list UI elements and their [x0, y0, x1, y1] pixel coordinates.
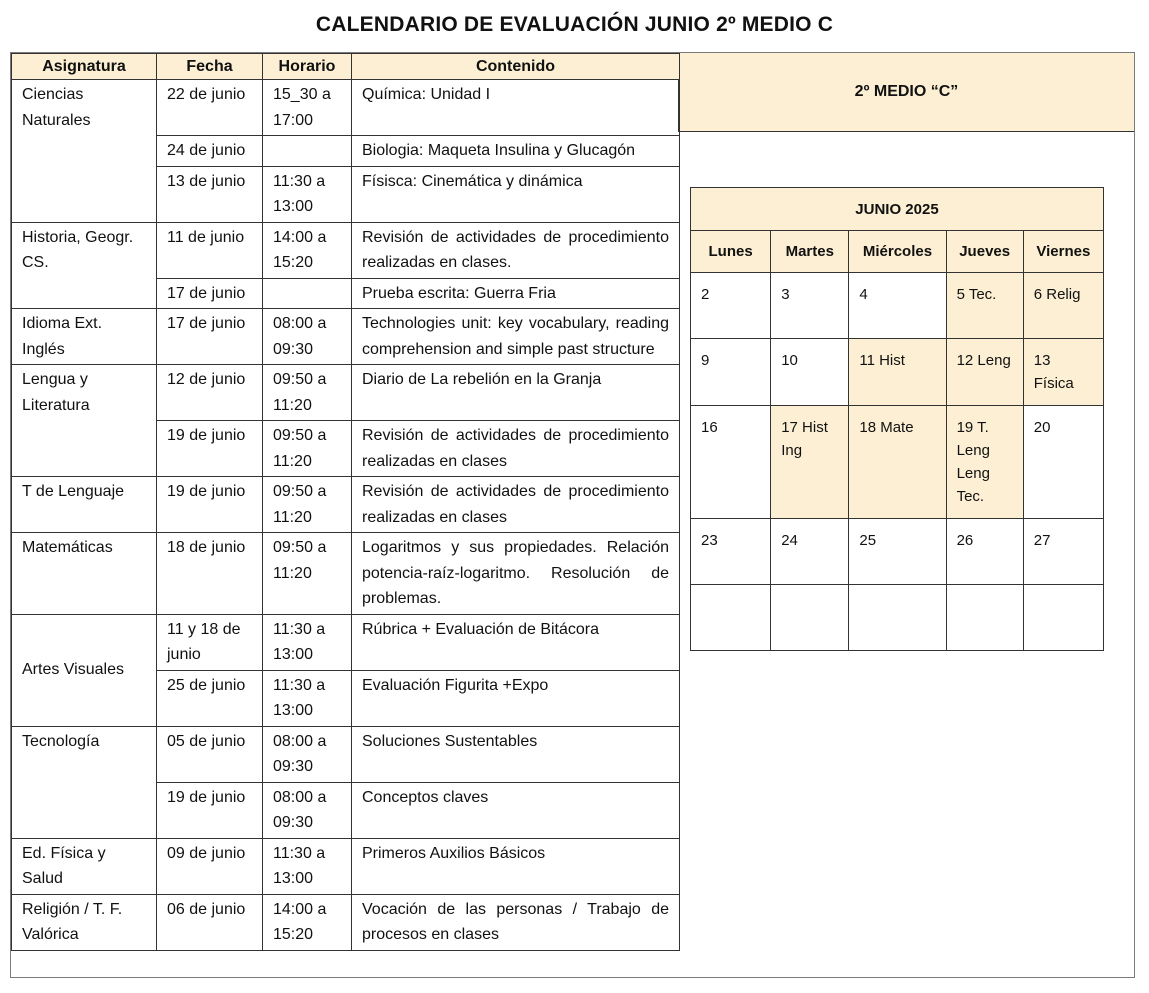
time-cell: 11:30 a 13:00 — [263, 166, 352, 222]
calendar-day-cell: 13 Física — [1023, 339, 1103, 406]
calendar-day-header: Jueves — [946, 231, 1023, 273]
date-cell: 19 de junio — [157, 477, 263, 533]
header-contenido: Contenido — [352, 54, 680, 80]
time-cell: 14:00 a 15:20 — [263, 894, 352, 950]
subject-name: Matemáticas — [12, 533, 157, 615]
header-horario: Horario — [263, 54, 352, 80]
content-cell: Físisca: Cinemática y dinámica — [352, 166, 680, 222]
date-cell: 09 de junio — [157, 838, 263, 894]
content-cell: Revisión de actividades de procedimiento realizadas en clases — [352, 421, 680, 477]
date-cell: 17 de junio — [157, 309, 263, 365]
course-label: 2º MEDIO “C” — [678, 53, 1134, 132]
time-cell: 09:50 a 11:20 — [263, 477, 352, 533]
content-cell: Revisión de actividades de procedimiento realizadas en clases — [352, 477, 680, 533]
content-cell: Rúbrica + Evaluación de Bitácora — [352, 614, 680, 670]
calendar-day-cell: 27 — [1023, 519, 1103, 585]
calendar-month: JUNIO 2025 — [691, 188, 1104, 231]
calendar-day-cell: 26 — [946, 519, 1023, 585]
table-row — [12, 894, 680, 950]
time-cell: 11:30 a 13:00 — [263, 670, 352, 726]
table-row — [12, 222, 680, 278]
june-calendar — [690, 187, 1104, 651]
date-cell: 17 de junio — [157, 278, 263, 309]
calendar-week — [691, 585, 1104, 651]
calendar-week — [691, 406, 1104, 519]
content-cell: Vocación de las personas / Trabajo de procesos en clases — [352, 894, 680, 950]
date-cell: 11 de junio — [157, 222, 263, 278]
subject-name: T de Lenguaje — [12, 477, 157, 533]
date-cell: 06 de junio — [157, 894, 263, 950]
subject-name: Ciencias Naturales — [12, 80, 157, 223]
table-row — [12, 533, 680, 615]
content-cell: Revisión de actividades de procedimiento realizadas en clases. — [352, 222, 680, 278]
calendar-day-header: Lunes — [691, 231, 771, 273]
subject-name: Tecnología — [12, 726, 157, 838]
calendar-day-cell: 17 Hist Ing — [771, 406, 849, 519]
calendar-day-cell: 11 Hist — [849, 339, 946, 406]
time-cell: 14:00 a 15:20 — [263, 222, 352, 278]
subject-name: Historia, Geogr. CS. — [12, 222, 157, 309]
table-row — [12, 726, 680, 782]
table-row — [12, 477, 680, 533]
subject-name: Idioma Ext. Inglés — [12, 309, 157, 365]
calendar-day-cell: 16 — [691, 406, 771, 519]
date-cell: 19 de junio — [157, 421, 263, 477]
date-cell: 12 de junio — [157, 365, 263, 421]
table-row — [12, 614, 680, 670]
content-cell: Diario de La rebelión en la Granja — [352, 365, 680, 421]
subject-name: Ed. Física y Salud — [12, 838, 157, 894]
calendar-day-cell — [1023, 585, 1103, 651]
subject-name: Artes Visuales — [12, 614, 157, 726]
calendar-day-cell: 10 — [771, 339, 849, 406]
header-asignatura: Asignatura — [12, 54, 157, 80]
content-cell: Biologia: Maqueta Insulina y Glucagón — [352, 136, 680, 167]
content-cell: Química: Unidad I — [352, 80, 680, 136]
calendar-day-header: Miércoles — [849, 231, 946, 273]
time-cell: 08:00 a 09:30 — [263, 309, 352, 365]
date-cell: 25 de junio — [157, 670, 263, 726]
time-cell — [263, 278, 352, 309]
time-cell — [263, 136, 352, 167]
content-cell: Logaritmos y sus propiedades. Relación potencia-raíz-logaritmo. Resolución de problemas. — [352, 533, 680, 615]
date-cell: 11 y 18 de junio — [157, 614, 263, 670]
date-cell: 05 de junio — [157, 726, 263, 782]
evaluation-table — [11, 53, 680, 951]
calendar-day-cell — [771, 585, 849, 651]
calendar-day-cell: 18 Mate — [849, 406, 946, 519]
date-cell: 22 de junio — [157, 80, 263, 136]
time-cell: 15_30 a 17:00 — [263, 80, 352, 136]
calendar-day-cell: 25 — [849, 519, 946, 585]
table-row — [12, 838, 680, 894]
calendar-day-cell: 6 Relig — [1023, 273, 1103, 339]
time-cell: 11:30 a 13:00 — [263, 614, 352, 670]
calendar-day-cell: 19 T. Leng Leng Tec. — [946, 406, 1023, 519]
subject-name: Lengua y Literatura — [12, 365, 157, 477]
time-cell: 09:50 a 11:20 — [263, 365, 352, 421]
calendar-day-cell: 3 — [771, 273, 849, 339]
content-cell: Soluciones Sustentables — [352, 726, 680, 782]
calendar-day-cell: 20 — [1023, 406, 1103, 519]
time-cell: 08:00 a 09:30 — [263, 782, 352, 838]
calendar-day-cell — [691, 585, 771, 651]
calendar-day-cell: 23 — [691, 519, 771, 585]
subject-name: Religión / T. F. Valórica — [12, 894, 157, 950]
table-row — [12, 309, 680, 365]
calendar-day-cell: 9 — [691, 339, 771, 406]
date-cell: 19 de junio — [157, 782, 263, 838]
calendar-day-cell: 4 — [849, 273, 946, 339]
time-cell: 09:50 a 11:20 — [263, 533, 352, 615]
page-title: CALENDARIO DE EVALUACIÓN JUNIO 2º MEDIO C — [315, 13, 834, 36]
date-cell: 18 de junio — [157, 533, 263, 615]
calendar-week — [691, 339, 1104, 406]
calendar-day-header: Martes — [771, 231, 849, 273]
content-cell: Technologies unit: key vocabulary, reading comprehension and simple past structure — [352, 309, 680, 365]
time-cell: 09:50 a 11:20 — [263, 421, 352, 477]
calendar-day-cell — [946, 585, 1023, 651]
content-cell: Prueba escrita: Guerra Fria — [352, 278, 680, 309]
content-cell: Primeros Auxilios Básicos — [352, 838, 680, 894]
calendar-day-cell: 2 — [691, 273, 771, 339]
calendar-day-cell: 5 Tec. — [946, 273, 1023, 339]
header-fecha: Fecha — [157, 54, 263, 80]
table-row — [12, 80, 680, 136]
calendar-week — [691, 273, 1104, 339]
calendar-day-cell — [849, 585, 946, 651]
content-cell: Evaluación Figurita +Expo — [352, 670, 680, 726]
calendar-week — [691, 519, 1104, 585]
date-cell: 24 de junio — [157, 136, 263, 167]
time-cell: 11:30 a 13:00 — [263, 838, 352, 894]
date-cell: 13 de junio — [157, 166, 263, 222]
table-header-row — [12, 54, 680, 80]
calendar-day-header: Viernes — [1023, 231, 1103, 273]
calendar-day-cell: 24 — [771, 519, 849, 585]
table-row — [12, 365, 680, 421]
calendar-day-cell: 12 Leng — [946, 339, 1023, 406]
time-cell: 08:00 a 09:30 — [263, 726, 352, 782]
content-cell: Conceptos claves — [352, 782, 680, 838]
